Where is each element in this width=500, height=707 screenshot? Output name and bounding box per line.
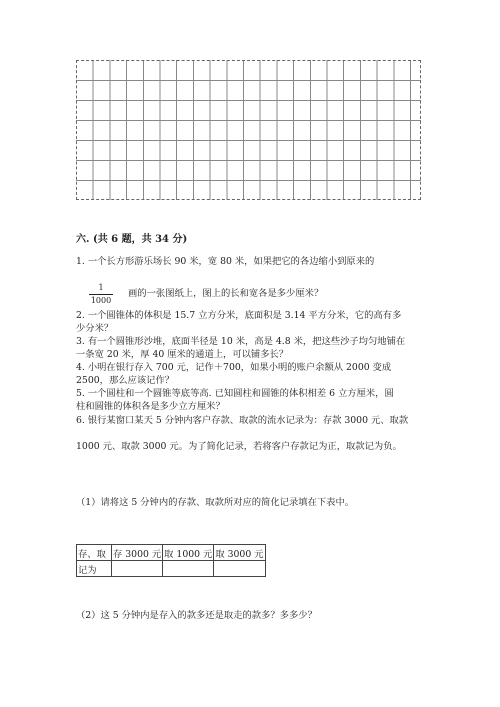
table-cell [163,561,214,577]
table-cell [214,561,265,577]
problem-2-line-1: 2. 一个圆锥体的体积是 15.7 立方分米，底面积是 3.14 平方分米，它的高有多 [76,310,402,321]
problem-4-line-1: 4. 小明在银行存入 700 元，记作＋700，如果小明的账户余额从 2000 变成 [76,362,392,373]
problem-4-line-2: 2500，那么应该记作？ [76,375,175,386]
problem-3-line-2: 一条宽 20 米，厚 40 厘米的通道上，可以铺多长？ [76,349,289,360]
table-row [77,545,266,561]
problem-5-line-2: 柱和圆锥的体积各是多少立方厘米？ [76,401,225,412]
table-row [77,561,266,577]
problem-1-line-2: 画的一张图纸上，图上的长和宽各是多少厘米？ [128,288,324,299]
table-cell: 取 3000 元 [214,545,265,561]
problem-3-line-1: 3. 有一个圆锥形沙堆，底面半径是 10 米，高是 4.8 米，把这些沙子均匀地铺在 [76,336,406,347]
fraction-denominator: 1000 [90,296,112,305]
section-title: 六. (共 6 题，共 34 分) [76,234,188,245]
answer-grid [76,60,421,200]
record-table [76,544,266,577]
problem-6-line-1: 6. 银行某窗口某天 5 分钟内客户存款、取款的流水记录为：存款 3000 元、取款 [76,415,409,426]
question-1: （1）请将这 5 分钟内的存款、取款所对应的简化记录填在下表中。 [76,497,355,508]
problem-5-line-1: 5. 一个圆柱和一个圆锥等底等高. 已知圆柱和圆锥的体积相差 6 立方厘米，圆 [76,388,394,399]
table-cell: 存、取 [77,545,112,561]
fraction [89,283,113,306]
problem-2-line-2: 少分米？ [76,323,114,334]
table-cell [112,561,163,577]
table-cell: 记为 [77,561,112,577]
table-cell: 存 3000 元 [112,545,163,561]
problem-6-line-2: 1000 元、取款 3000 元。为了简化记录，若将客户存款记为正，取款记为负。 [76,441,402,452]
fraction-numerator: 1 [89,283,113,295]
question-2: （2）这 5 分钟内是存入的款多还是取走的款多？多多少？ [76,610,317,621]
problem-1-line-1: 1. 一个长方形游乐场长 90 米，宽 80 米，如果把它的各边缩小到原来的 [76,256,375,267]
table-cell: 取 1000 元 [163,545,214,561]
